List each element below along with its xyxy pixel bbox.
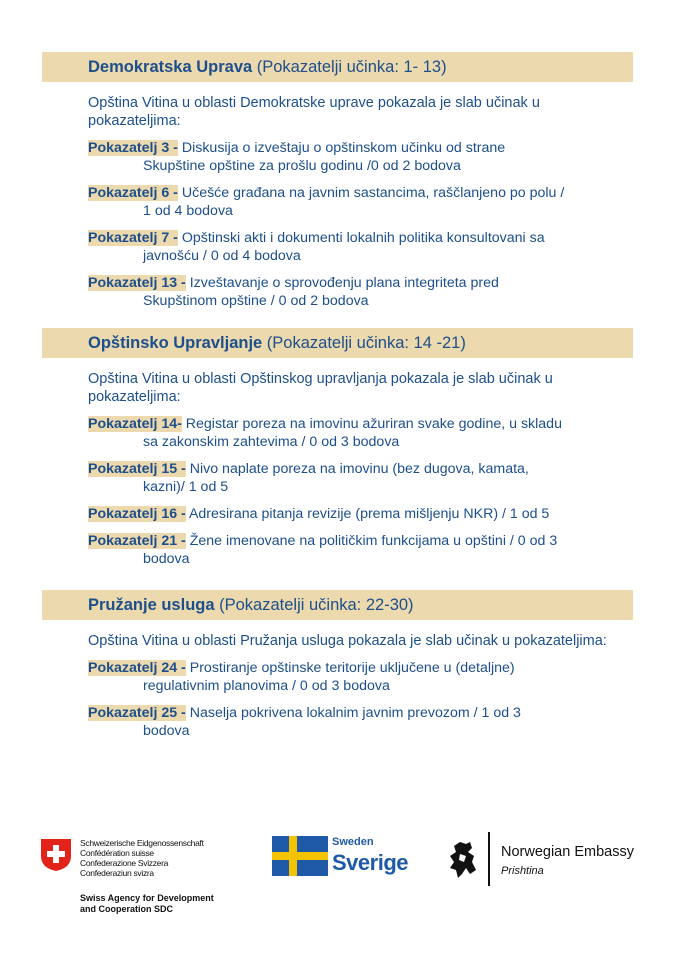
swiss-agency-line2: and Cooperation SDC <box>80 904 174 914</box>
indicator-item <box>88 659 633 695</box>
section-subtitle: (Pokazatelji učinka: 22-30) <box>214 596 414 614</box>
indicator-item <box>88 229 633 265</box>
sweden-label-small: Sweden <box>332 836 374 848</box>
indicator-item <box>88 704 633 740</box>
indicator-text: Žene imenovane na političkim funkcijama u opštini / 0 od 3 <box>185 533 558 549</box>
indicator-text: Adresirana pitanja revizije (prema mišljenju NKR) / 1 od 5 <box>185 506 550 522</box>
section-intro: Opština Vitina u oblasti Opštinskog upravljanja pokazala je slab učinak u pokazateljima: <box>88 371 553 405</box>
indicator-text: Prostiranje opštinske teritorije uključene u (detaljne) <box>185 660 515 676</box>
indicator-text: Nivo naplate poreza na imovinu (bez dugova, kamata, <box>185 461 529 477</box>
indicator-item <box>88 532 633 568</box>
swiss-shield-icon <box>40 838 72 872</box>
indicator-text: Registar poreza na imovinu ažuriran svake godine, u skladu <box>181 416 562 432</box>
sweden-flag-icon <box>272 836 328 876</box>
swiss-agency-line1: Swiss Agency for Development <box>80 893 214 903</box>
indicator-item <box>88 415 633 451</box>
sponsor-logos <box>0 826 676 926</box>
indicator-tag: Pokazatelj 13 - <box>88 275 186 291</box>
indicator-item <box>88 505 633 523</box>
indicator-tag: Pokazatelj 25 - <box>88 705 186 721</box>
indicator-text-cont: bodova <box>143 723 190 739</box>
section-municipal-management <box>42 328 633 568</box>
indicator-text-cont: regulativnim planovima / 0 od 3 bodova <box>143 678 390 694</box>
indicator-text: Izveštavanje o sprovođenju plana integriteta pred <box>185 275 499 291</box>
indicator-text-cont: kazni)/ 1 od 5 <box>143 479 229 495</box>
indicator-tag: Pokazatelj 16 - <box>88 506 186 522</box>
norway-lion-icon <box>446 840 480 880</box>
section-intro: Opština Vitina u oblasti Pružanja usluga pokazala je slab učinak u pokazateljima: <box>88 633 607 649</box>
indicator-text-cont: Skupštine opštine za prošlu godinu /0 od 2 bodova <box>143 158 461 174</box>
section-title: Pružanje usluga <box>88 596 215 614</box>
indicator-tag: Pokazatelj 7 - <box>88 230 178 246</box>
indicator-text-cont: javnošću / 0 od 4 bodova <box>143 248 301 264</box>
section-democratic-governance <box>42 52 633 310</box>
section-header <box>42 328 633 358</box>
indicator-item <box>88 460 633 496</box>
indicator-tag: Pokazatelj 24 - <box>88 660 186 676</box>
indicator-tag: Pokazatelj 15 - <box>88 461 186 477</box>
indicator-tag: Pokazatelj 3 - <box>88 140 178 156</box>
norway-embassy-name: Norwegian Embassy <box>501 844 634 860</box>
indicator-tag: Pokazatelj 6 - <box>88 185 178 201</box>
section-header <box>42 590 633 620</box>
section-service-delivery <box>42 590 633 740</box>
swiss-names <box>80 838 240 878</box>
section-header <box>42 52 633 82</box>
section-title: Demokratska Uprava <box>88 58 253 76</box>
indicator-text-cont: Skupštinom opštine / 0 od 2 bodova <box>143 293 369 309</box>
indicator-item <box>88 184 633 220</box>
indicator-text-cont: bodova <box>143 551 190 567</box>
swiss-name-fr: Confédération suisse <box>80 848 154 858</box>
indicator-item <box>88 139 633 175</box>
swiss-name-it: Confederazione Svizzera <box>80 858 169 868</box>
section-subtitle: (Pokazatelji učinka: 14 -21) <box>262 334 466 352</box>
divider <box>488 832 490 886</box>
swiss-name-de: Schweizerische Eidgenossenschaft <box>80 838 204 848</box>
swiss-agency <box>80 893 260 915</box>
sweden-label-big: Sverige <box>332 850 408 875</box>
indicator-text: Opštinski akti i dokumenti lokalnih politika konsultovani sa <box>177 230 545 246</box>
indicator-text: Diskusija o izveštaju o opštinskom učinku od strane <box>177 140 506 156</box>
section-subtitle: (Pokazatelji učinka: 1- 13) <box>252 58 447 76</box>
indicator-item <box>88 274 633 310</box>
indicator-tag: Pokazatelj 21 - <box>88 533 186 549</box>
swiss-name-rm: Confederaziun svizra <box>80 868 154 878</box>
section-title: Opštinsko Upravljanje <box>88 334 263 352</box>
section-intro: Opština Vitina u oblasti Demokratske uprave pokazala je slab učinak u pokazateljima: <box>88 95 540 129</box>
indicator-text: Učešće građana na javnim sastancima, raščlanjeno po polu / <box>177 185 565 201</box>
indicator-text: Naselja pokrivena lokalnim javnim prevozom / 1 od 3 <box>185 705 521 721</box>
indicator-tag: Pokazatelj 14- <box>88 416 182 432</box>
indicator-text-cont: 1 od 4 bodova <box>143 203 233 219</box>
norway-embassy-city: Prishtina <box>501 865 544 877</box>
indicator-text-cont: sa zakonskim zahtevima / 0 od 3 bodova <box>143 434 400 450</box>
